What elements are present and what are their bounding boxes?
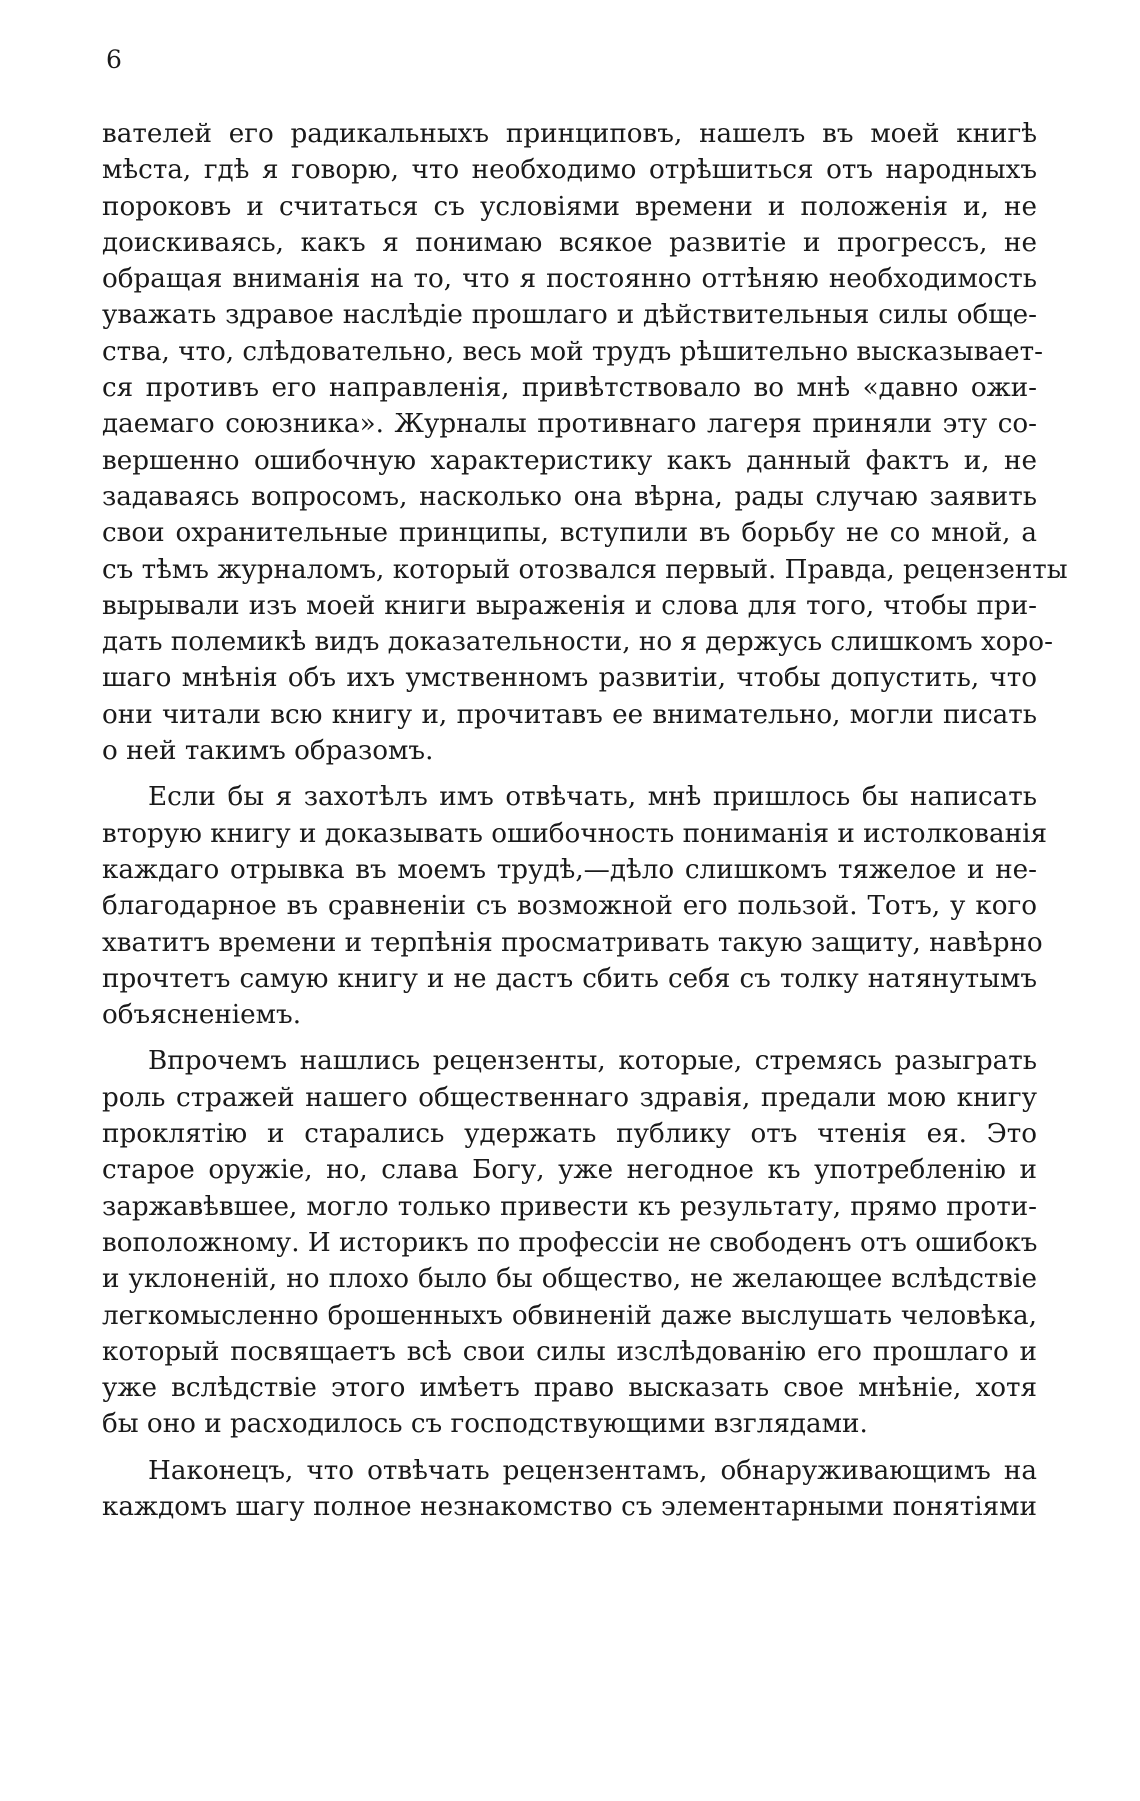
text-line: ства, что, слѣдовательно, весь мой трудъ рѣшительно высказывает- [102, 336, 1043, 367]
text-line: пороковъ и считаться съ условіями времени и положенія и, не [102, 191, 1037, 222]
text-line: съ тѣмъ журналомъ, который отозвался первый. Правда, рецензенты [102, 554, 1068, 585]
text-line: мѣста, гдѣ я говорю, что необходимо отрѣшиться отъ народныхъ [102, 155, 1037, 186]
text-line: прочтетъ самую книгу и не дастъ сбить себя съ толку натянутымъ [102, 963, 1037, 994]
text-line: доискиваясь, какъ я понимаю всякое развитіе и прогрессъ, не [102, 227, 1037, 258]
text-line: хватитъ времени и терпѣнія просматривать такую защиту, навѣрно [102, 927, 1043, 958]
text-line: бы оно и расходилось съ господствующими взглядами. [102, 1409, 868, 1440]
text-line: задаваясь вопросомъ, насколько она вѣрна, рады случаю заявить [102, 481, 1037, 512]
text-line: старое оружіе, но, слава Богу, уже негодное къ употребленію и [102, 1155, 1037, 1186]
text-line: роль стражей нашего общественнаго здравія, предали мою книгу [102, 1082, 1037, 1113]
text-line: объясненіемъ. [102, 1000, 302, 1031]
paragraph-gap [102, 769, 1037, 779]
paragraph [102, 779, 1048, 1033]
body-text [102, 116, 1068, 1525]
text-line: вершенно ошибочную характеристику какъ данный фактъ и, не [102, 445, 1037, 476]
text-line: о ней такимъ образомъ. [102, 736, 434, 767]
text-line: Наконецъ, что отвѣчать рецензентамъ, обнаруживающимъ на [148, 1455, 1037, 1486]
page-number: 6 [106, 45, 122, 74]
text-line: ся противъ его направленія, привѣтствовало во мнѣ «давно ожи- [102, 373, 1037, 404]
paragraph-gap [102, 1443, 1037, 1453]
text-line: свои охранительные принципы, вступили въ борьбу не со мной, а [102, 518, 1037, 549]
text-line: каждомъ шагу полное незнакомство съ элементарными понятіями [102, 1491, 1037, 1522]
text-line: который посвящаетъ всѣ свои силы изслѣдованію его прошлаго и [102, 1336, 1037, 1367]
paragraph-gap [102, 1033, 1037, 1043]
text-line: и уклоненій, но плохо было бы общество, не желающее вслѣдствіе [102, 1264, 1037, 1295]
text-line: Если бы я захотѣлъ имъ отвѣчать, мнѣ пришлось бы написать [148, 782, 1037, 813]
text-line: благодарное въ сравненіи съ возможной его пользой. Тотъ, у кого [102, 891, 1037, 922]
text-line: дать полемикѣ видъ доказательности, но я держусь слишкомъ хоро- [102, 627, 1053, 658]
text-line: каждаго отрывка въ моемъ трудѣ,—дѣло слишкомъ тяжелое и не- [102, 854, 1037, 885]
text-line: обращая вниманія на то, что я постоянно оттѣняю необходимость [102, 264, 1037, 295]
text-line: проклятію и старались удержать публику отъ чтенія ея. Это [102, 1119, 1037, 1150]
text-line: легкомысленно брошенныхъ обвиненій даже выслушать человѣка, [102, 1300, 1037, 1331]
text-line: вторую книгу и доказывать ошибочность пониманія и истолкованія [102, 818, 1048, 849]
text-line: уважать здравое наслѣдіе прошлаго и дѣйствительныя силы обще- [102, 300, 1037, 331]
text-line: заржавѣвшее, могло только привести къ результату, прямо проти- [102, 1191, 1037, 1222]
text-line: даемаго союзника». Журналы противнаго лагеря приняли эту со- [102, 409, 1037, 440]
text-line: уже вслѣдствіе этого имѣетъ право высказать свое мнѣніе, хотя [102, 1373, 1037, 1404]
text-line: воположному. И историкъ по профессіи не свободенъ отъ ошибокъ [102, 1227, 1038, 1258]
text-line: вырывали изъ моей книги выраженія и слова для того, чтобы при- [102, 590, 1037, 621]
text-line: вателей его радикальныхъ принциповъ, нашелъ въ моей книгѣ [102, 119, 1037, 149]
paragraph [102, 1043, 1037, 1442]
paragraph [102, 116, 1068, 769]
text-line: Впрочемъ нашлись рецензенты, которые, стремясь разыграть [148, 1046, 1037, 1077]
paragraph [102, 1453, 1037, 1526]
text-line: шаго мнѣнія объ ихъ умственномъ развитіи, чтобы допустить, что [102, 663, 1037, 694]
text-line: они читали всю книгу и, прочитавъ ее внимательно, могли писать [102, 699, 1037, 730]
